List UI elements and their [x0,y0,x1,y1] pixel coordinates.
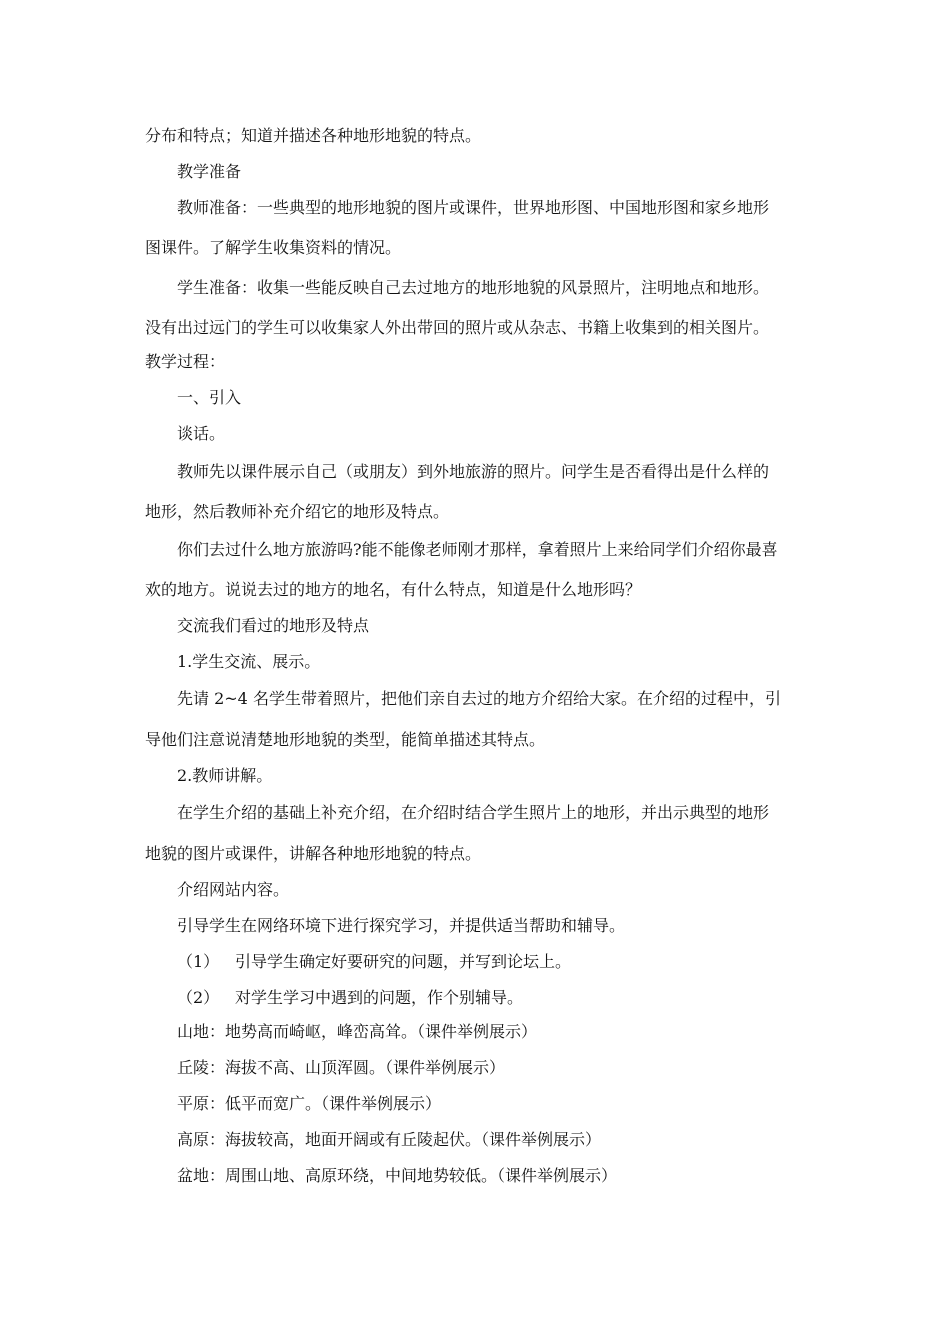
section-introduction: 一、引入 [177,388,242,407]
list-item-2-text: 对学生学习中遇到的问题，作个别辅导。 [235,988,524,1007]
step-2-title: 2.教师讲解。 [177,766,273,785]
talk-label: 谈话。 [177,424,226,443]
intro-line-1: 教师先以课件展示自己（或朋友）到外地旅游的照片。问学生是否看得出是什么样的 [177,462,770,481]
list-item-1-number: （1） [177,952,220,971]
landform-plain: 平原：低平而宽广。（课件举例展示） [177,1094,442,1113]
landform-hill: 丘陵：海拔不高、山顶浑圆。（课件举例展示） [177,1058,506,1077]
teacher-prep-line-1: 教师准备：一些典型的地形地貌的图片或课件，世界地形图、中国地形图和家乡地形 [177,198,770,217]
website-intro: 介绍网站内容。 [177,880,290,899]
paragraph-goal-end: 分布和特点；知道并描述各种地形地貌的特点。 [145,126,482,145]
question-line-2: 欢的地方。说说去过的地方的地名，有什么特点，知道是什么地形吗？ [145,580,642,599]
intro-line-2: 地形，然后教师补充介绍它的地形及特点。 [145,502,450,521]
guide-line: 引导学生在网络环境下进行探究学习，并提供适当帮助和辅导。 [177,916,626,935]
landform-plateau: 高原：海拔较高，地面开阔或有丘陵起伏。（课件举例展示） [177,1130,602,1149]
list-item-1 [177,952,571,972]
question-line-1: 你们去过什么地方旅游吗?能不能像老师刚才那样，拿着照片上来给同学们介绍你最喜 [177,540,778,559]
landform-basin: 盆地：周围山地、高原环绕，中间地势较低。（课件举例展示） [177,1166,618,1185]
step-1-line-1: 先请 2~4 名学生带着照片，把他们亲自去过的地方介绍给大家。在介绍的过程中，引 [177,689,781,708]
student-prep-line-2: 没有出过远门的学生可以收集家人外出带回的照片或从杂志、书籍上收集到的相关图片。 [145,318,770,337]
step-2-line-1: 在学生介绍的基础上补充介绍，在介绍时结合学生照片上的地形，并出示典型的地形 [177,803,770,822]
exchange-heading: 交流我们看过的地形及特点 [177,616,370,635]
list-item-2-number: （2） [177,988,220,1007]
heading-teaching-process: 教学过程： [145,352,226,371]
teacher-prep-line-2: 图课件。了解学生收集资料的情况。 [145,238,402,257]
heading-teaching-preparation: 教学准备 [177,162,242,181]
step-1-line-2: 导他们注意说清楚地形地貌的类型，能简单描述其特点。 [145,730,546,749]
landform-mountain: 山地：地势高而崎岖，峰峦高耸。（课件举例展示） [177,1022,538,1041]
step-1-title: 1.学生交流、展示。 [177,652,321,671]
step-2-line-2: 地貌的图片或课件，讲解各种地形地貌的特点。 [145,844,482,863]
list-item-2 [177,988,523,1008]
list-item-1-text: 引导学生确定好要研究的问题，并写到论坛上。 [235,952,572,971]
student-prep-line-1: 学生准备：收集一些能反映自己去过地方的地形地貌的风景照片，注明地点和地形。 [177,278,770,297]
